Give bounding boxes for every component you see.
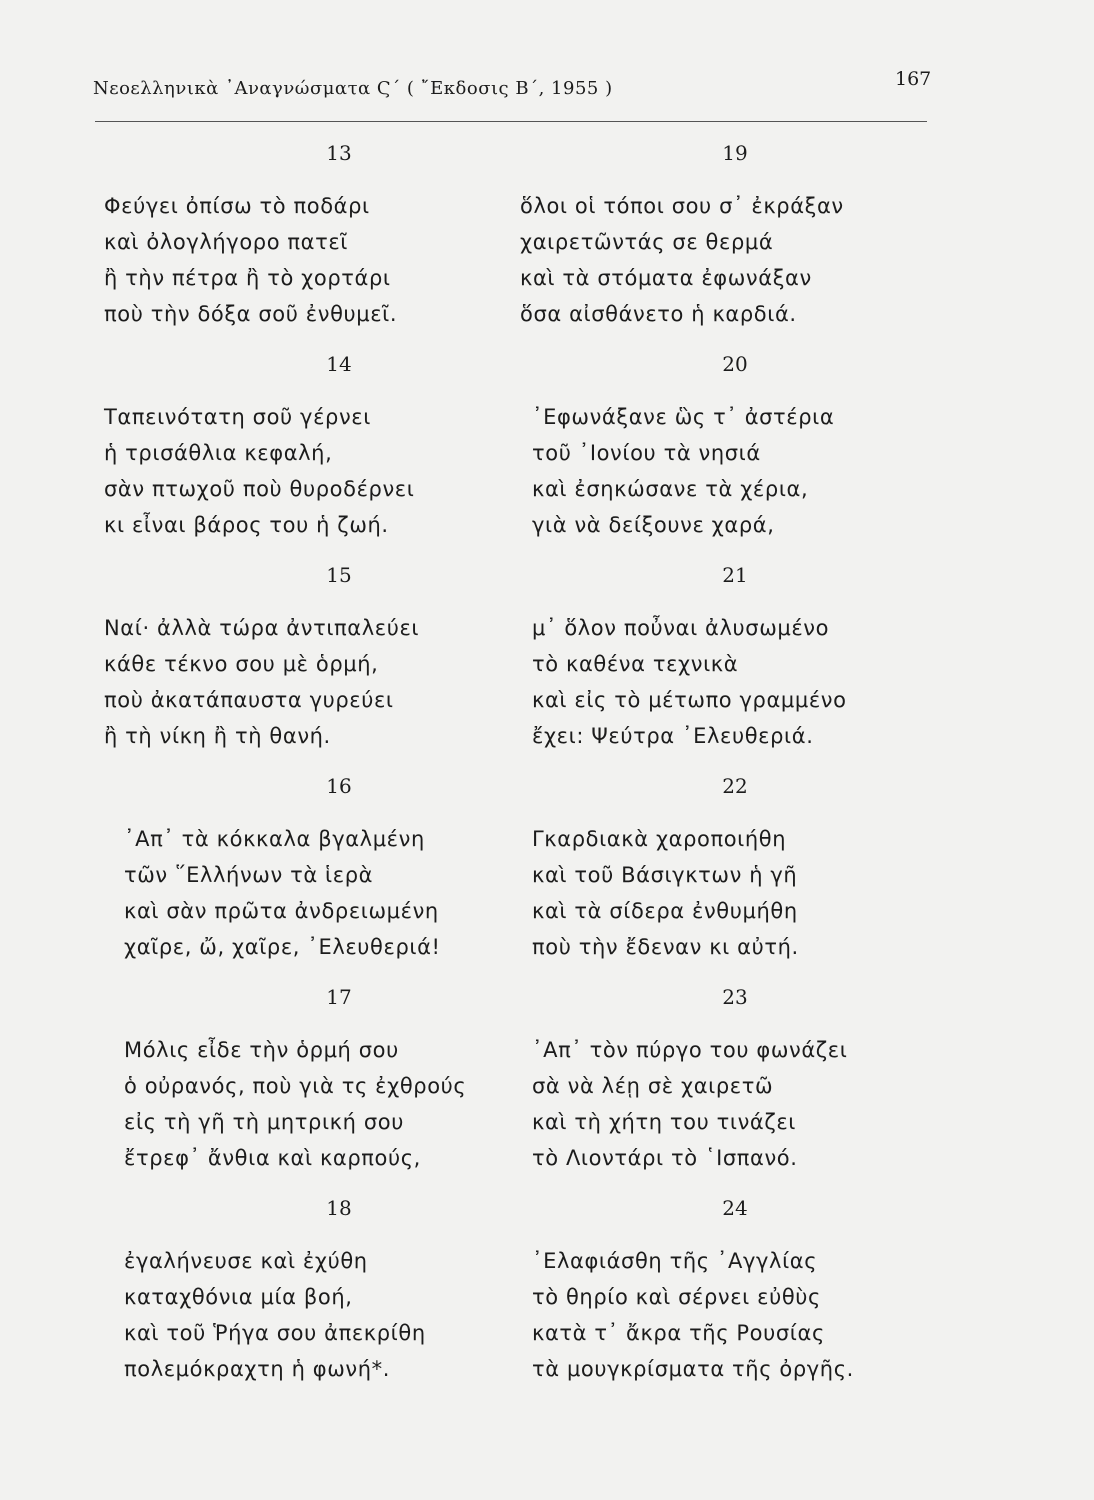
verse-line: τῶν ῞Ελλήνων τὰ ἱερὰ [124,863,374,887]
verse-line: σὰν πτωχοῦ ποὺ θυροδέρνει [104,477,415,501]
verse-line: σὰ νὰ λέῃ σὲ χαιρετῶ [532,1074,774,1098]
verse-line: χαιρετῶντάς σε θερμά [520,230,774,254]
verse-line: Φεύγει ὀπίσω τὸ ποδάρι [104,194,370,218]
stanza-number: 22 [722,774,748,798]
verse-line: Μόλις εἶδε τὴν ὁρμή σου [124,1038,399,1062]
running-title: Νεοελληνικὰ ᾿Αναγνώσματα Ϛ΄ ( ῎Εκδοσις Β΄, 1955 ) [93,78,613,99]
stanza [520,1193,920,1404]
verse-line: ἔχει: Ψεύτρα ᾿Ελευθεριά. [532,724,814,748]
verse-line: χαῖρε, ὤ, χαῖρε, ᾿Ελευθεριά! [124,935,441,959]
verse-line: ὁ οὐρανός, ποὺ γιὰ τς ἐχθρούς [124,1074,467,1098]
header-rule [95,121,927,122]
verse-line: ποὺ τὴν ἔδεναν κι αὐτή. [532,935,799,959]
verse-line: Ταπεινότατη σοῦ γέρνει [104,405,371,429]
verse-line: κάθε τέκνο σου μὲ ὁρμή, [104,652,379,676]
verse-line: Γκαρδιακὰ χαροποιήθη [532,827,787,851]
stanza [520,349,920,560]
verse-line: κατὰ τ᾿ ἄκρα τῆς Ρουσίας [532,1321,825,1345]
verse-line: ποὺ ἀκατάπαυστα γυρεύει [104,688,394,712]
stanza [104,138,504,349]
verse-line: ἡ τρισάθλια κεφαλή, [104,441,333,465]
stanza [104,560,504,771]
verse-line: καὶ τὰ σίδερα ἐνθυμήθη [532,899,798,923]
verse-line: ᾿Απ᾿ τὸν πύργο του φωνάζει [532,1038,848,1062]
verse-line: Ναί· ἀλλὰ τώρα ἀντιπαλεύει [104,616,420,640]
stanza [104,982,504,1193]
verse-line: τὸ καθένα τεχνικὰ [532,652,739,676]
verse-line: ἢ τὴ νίκη ἢ τὴ θανή. [104,724,331,748]
stanza-number: 15 [326,563,352,587]
verse-line: κι εἶναι βάρος του ἡ ζωή. [104,513,389,537]
stanza-number: 23 [722,985,748,1009]
verse-line: καὶ σὰν πρῶτα ἀνδρειωμένη [124,899,439,923]
stanza [104,349,504,560]
verse-line: εἰς τὴ γῆ τὴ μητρική σου [124,1110,404,1134]
stanza-number: 19 [722,141,748,165]
verse-line: τὸ θηρίο καὶ σέρνει εὐθὺς [532,1285,821,1309]
stanza [104,1193,504,1404]
verse-line: τὸ Λιοντάρι τὸ ῾Ισπανό. [532,1146,798,1170]
verse-line: ἢ τὴν πέτρα ἢ τὸ χορτάρι [104,266,391,290]
verse-line: πολεμόκραχτη ἡ φωνή*. [124,1357,391,1381]
verse-line: καὶ τὰ στόματα ἐφωνάξαν [520,266,812,290]
stanza-number: 17 [326,985,352,1009]
verse-line: μ᾿ ὅλον ποὖναι ἀλυσωμένο [532,616,830,640]
verse-line: ᾿Εφωνάξανε ὣς τ᾿ ἀστέρια [532,405,835,429]
verse-line: καὶ ὀλογλήγορο πατεῖ [104,230,349,254]
verse-line: ὅλοι οἱ τόποι σου σ᾿ ἐκράξαν [520,194,844,218]
stanza [520,560,920,771]
stanza-number: 13 [326,141,352,165]
stanza-number: 16 [326,774,352,798]
right-column [520,138,920,1404]
verse-line: ἔτρεφ᾿ ἄνθια καὶ καρπούς, [124,1146,421,1170]
stanza [520,138,920,349]
stanza [520,771,920,982]
verse-line: ᾿Ελαφιάσθη τῆς ᾿Αγγλίας [532,1249,818,1273]
verse-line: τὰ μουγκρίσματα τῆς ὀργῆς. [532,1357,854,1381]
stanza [520,982,920,1193]
verse-line: ἐγαλήνευσε καὶ ἐχύθη [124,1249,368,1273]
verse-line: ποὺ τὴν δόξα σοῦ ἐνθυμεῖ. [104,302,398,326]
verse-line: καὶ εἰς τὸ μέτωπο γραμμένο [532,688,847,712]
verse-line: καὶ τὴ χήτη του τινάζει [532,1110,797,1134]
verse-line: τοῦ ᾿Ιονίου τὰ νησιά [532,441,761,465]
verse-line: καὶ ἐσηκώσανε τὰ χέρια, [532,477,809,501]
left-column [104,138,504,1404]
stanza-number: 21 [722,563,748,587]
stanza-number: 20 [722,352,748,376]
verse-line: καὶ τοῦ Βάσιγκτων ἡ γῆ [532,863,798,887]
verse-line: ᾿Απ᾿ τὰ κόκκαλα βγαλμένη [124,827,425,851]
page-number: 167 [895,68,932,90]
verse-line: γιὰ νὰ δείξουνε χαρά, [532,513,775,537]
verse-line: ὅσα αἰσθάνετο ἡ καρδιά. [520,302,797,326]
stanza-number: 24 [722,1196,748,1220]
stanza-number: 14 [326,352,352,376]
stanza-number: 18 [326,1196,352,1220]
verse-line: καταχθόνια μία βοή, [124,1285,353,1309]
stanza [104,771,504,982]
verse-line: καὶ τοῦ Ῥήγα σου ἀπεκρίθη [124,1321,426,1345]
